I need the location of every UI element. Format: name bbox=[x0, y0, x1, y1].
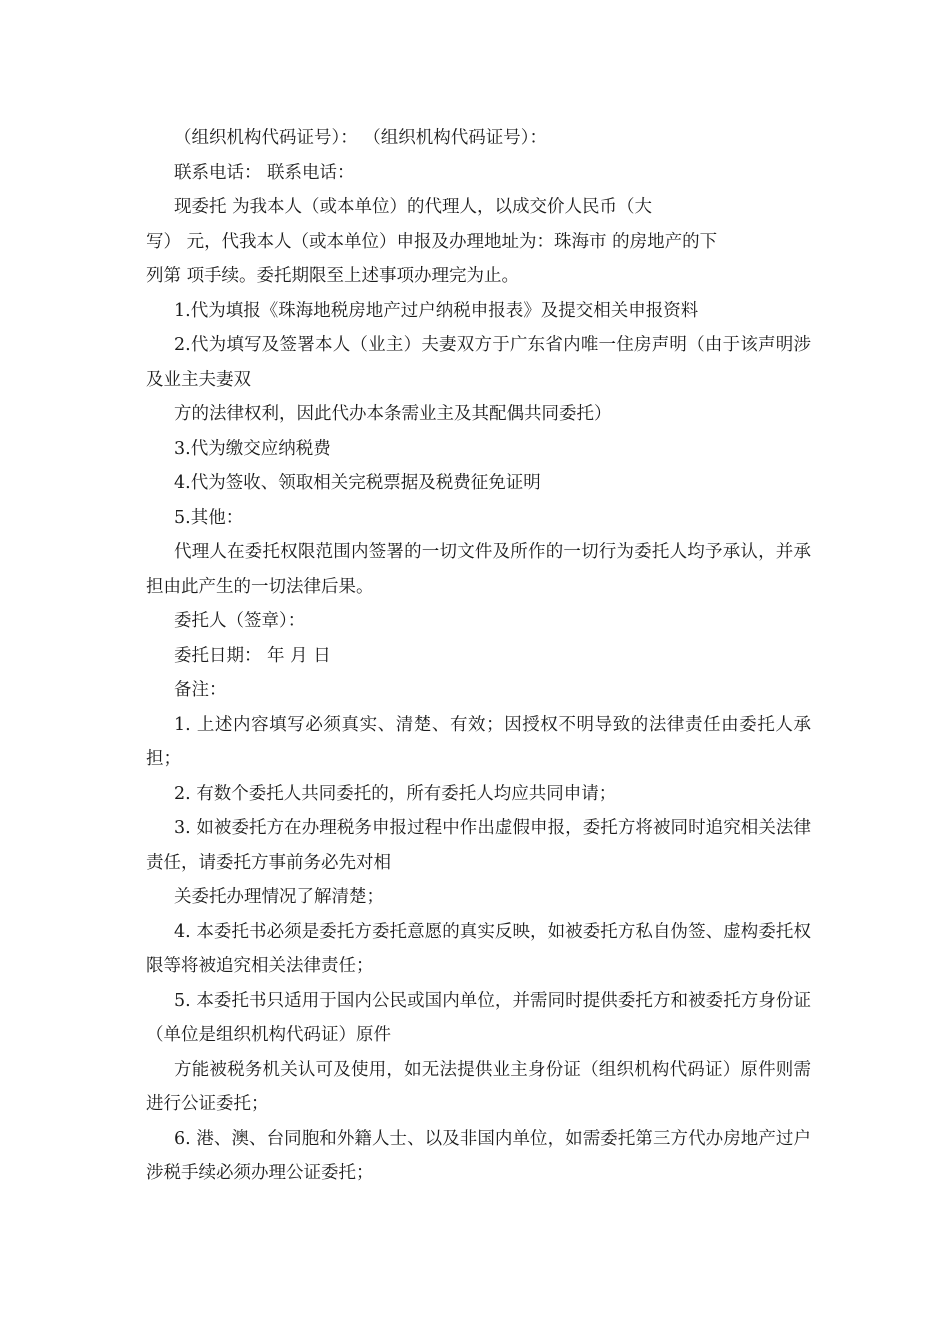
document-body bbox=[146, 121, 811, 1191]
item-5: 5.其他： bbox=[174, 507, 244, 528]
note-6: 6. 港、澳、台同胞和外籍人士、以及非国内单位，如需委托第三方代办房地产过户涉税手续必须办理公证委托； bbox=[146, 1128, 811, 1183]
entrust-paragraph-3: 列第 项手续。委托期限至上述事项办理完为止。 bbox=[146, 266, 520, 286]
item-4: 4.代为签收、领取相关完税票据及税费征免证明 bbox=[174, 473, 541, 493]
notes-heading: 备注： bbox=[174, 680, 227, 700]
note-2: 2. 有数个委托人共同委托的，所有委托人均应共同申请； bbox=[174, 783, 617, 804]
entrust-paragraph-1: 现委托 为我本人（或本单位）的代理人，以成交价人民币（大 bbox=[174, 197, 653, 217]
entrust-paragraph-2: 写） 元，代我本人（或本单位）申报及办理地址为：珠海市 的房地产的下 bbox=[146, 231, 718, 252]
note-3-continued: 关委托办理情况了解清楚； bbox=[174, 887, 384, 907]
date-line: 委托日期： 年 月 日 bbox=[174, 645, 331, 666]
liability-statement: 代理人在委托权限范围内签署的一切文件及所作的一切行为委托人均予承认，并承担由此产生的一切法律后果。 bbox=[146, 542, 811, 597]
note-5: 5. 本委托书只适用于国内公民或国内单位，并需同时提供委托方和被委托方身份证（单位是组织机构代码证）原件 bbox=[146, 990, 811, 1045]
note-5-continued: 方能被税务机关认可及使用，如无法提供业主身份证（组织机构代码证）原件则需进行公证委托； bbox=[146, 1059, 811, 1114]
item-1: 1.代为填报《珠海地税房地产过户纳税申报表》及提交相关申报资料 bbox=[174, 300, 699, 321]
item-2: 2.代为填写及签署本人（业主）夫妻双方于广东省内唯一住房声明（由于该声明涉及业主夫妻双 bbox=[146, 335, 811, 390]
phone-line: 联系电话： 联系电话： bbox=[174, 162, 355, 183]
item-3: 3.代为缴交应纳税费 bbox=[174, 438, 331, 459]
org-code-line: （组织机构代码证号）： （组织机构代码证号）： bbox=[174, 128, 548, 148]
signature-line: 委托人（签章）： bbox=[174, 611, 306, 631]
item-2-continued: 方的法律权利，因此代办本条需业主及其配偶共同委托） bbox=[174, 404, 612, 424]
note-4: 4. 本委托书必须是委托方委托意愿的真实反映，如被委托方私自伪签、虚构委托权限等将被追究相关法律责任； bbox=[146, 921, 811, 976]
note-3: 3. 如被委托方在办理税务申报过程中作出虚假申报，委托方将被同时追究相关法律责任，请委托方事前务必先对相 bbox=[146, 818, 811, 873]
note-1: 1. 上述内容填写必须真实、清楚、有效；因授权不明导致的法律责任由委托人承担； bbox=[146, 714, 811, 769]
